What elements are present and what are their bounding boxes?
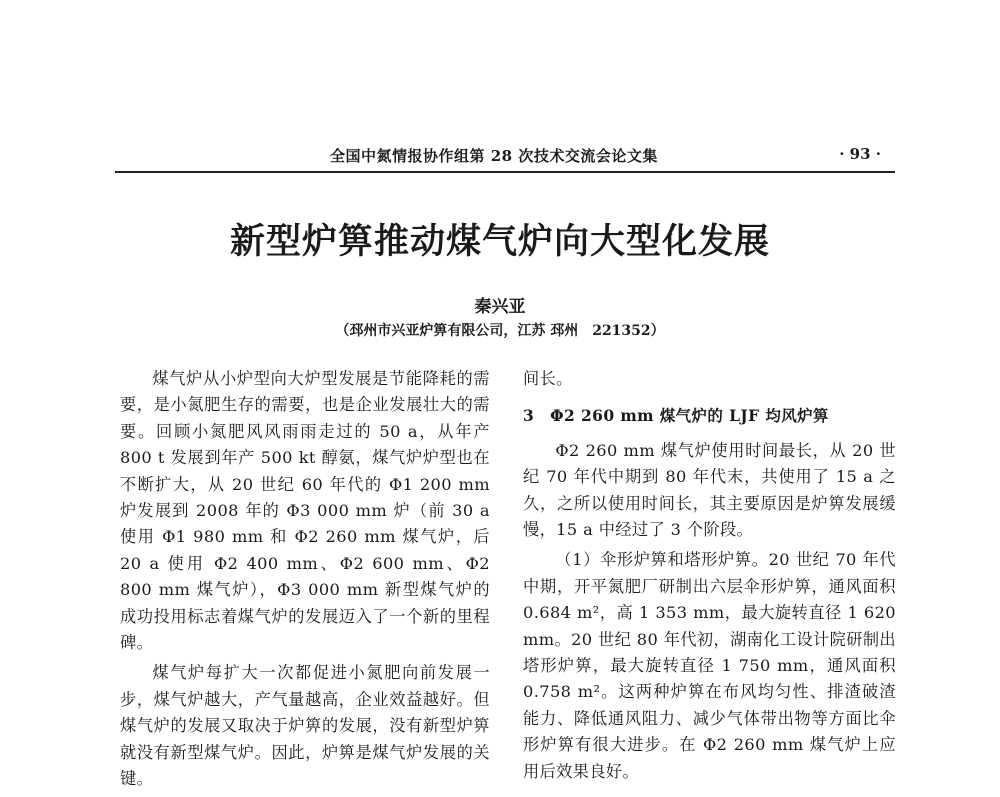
body-paragraph: 煤气炉从小炉型向大炉型发展是节能降耗的需要，是小氮肥生存的需要，也是企业发展壮大的需要。回顾小氮肥风风雨雨走过的 50 a，从年产 800 t 发展到年产 500 kt 醇氨，煤气炉炉型也在不断扩大，从 20 世纪 60 年代的 Φ1 200 mm 炉发展到 2008 年的 Φ3 000 mm 炉（前 30 a 使用 Φ1 980 mm 和 Φ2 260 mm 煤气炉，后 20 a 使用 Φ2 400 mm、Φ2 600 mm、Φ2 800 mm 煤气炉），Φ3 000 mm 新型煤气炉的成功投用标志着煤气炉的发展迈入了一个新的里程碑。 xyxy=(120,369,490,653)
running-header xyxy=(115,143,895,173)
body-paragraph: 煤气炉每扩大一次都促进小氮肥向前发展一步，煤气炉越大，产气量越高，企业效益越好。但煤气炉的发展又取决于炉箅的发展，没有新型炉箅就没有新型煤气炉。因此，炉箅是煤气炉发展的关键。 xyxy=(120,663,490,789)
right-column xyxy=(523,366,896,789)
author-affiliation: （邳州市兴亚炉箅有限公司，江苏 邳州 221352） xyxy=(335,323,665,339)
body-paragraph: Φ2 260 mm 煤气炉使用时间最长，从 20 世纪 70 年代中期到 80 年代末，共使用了 15 a 之久，之所以使用时间长，其主要原因是炉箅发展缓慢，15 a 中经过了 3 个阶段。 xyxy=(523,440,896,540)
article-title: 新型炉箅推动煤气炉向大型化发展 xyxy=(229,221,770,262)
left-column xyxy=(120,366,490,797)
section-heading: 3 Φ2 260 mm 煤气炉的 LJF 均风炉箅 xyxy=(523,406,829,426)
series-title: 全国中氮情报协作组第 28 次技术交流会论文集 xyxy=(330,147,658,165)
page-number: · 93 · xyxy=(839,145,881,163)
body-paragraph: （1）伞形炉箅和塔形炉箅。20 世纪 70 年代中期，开平氮肥厂研制出六层伞形炉箅，通风面积 0.684 m²，高 1 353 mm，最大旋转直径 1 620 mm。20 世纪 80 年代初，湖南化工设计院研制出塔形炉箅，最大旋转直径 1 750 mm，通风面积 0.758 m²。这两种炉箅在布风均匀性、排渣破渣能力、降低通风阻力、减少气体带出物等方面比伞形炉箅有很大进步。在 Φ2 260 mm 煤气炉上应用后效果良好。 xyxy=(523,550,896,781)
continued-text: 间长。 xyxy=(523,369,573,388)
author-name: 秦兴亚 xyxy=(474,297,526,317)
